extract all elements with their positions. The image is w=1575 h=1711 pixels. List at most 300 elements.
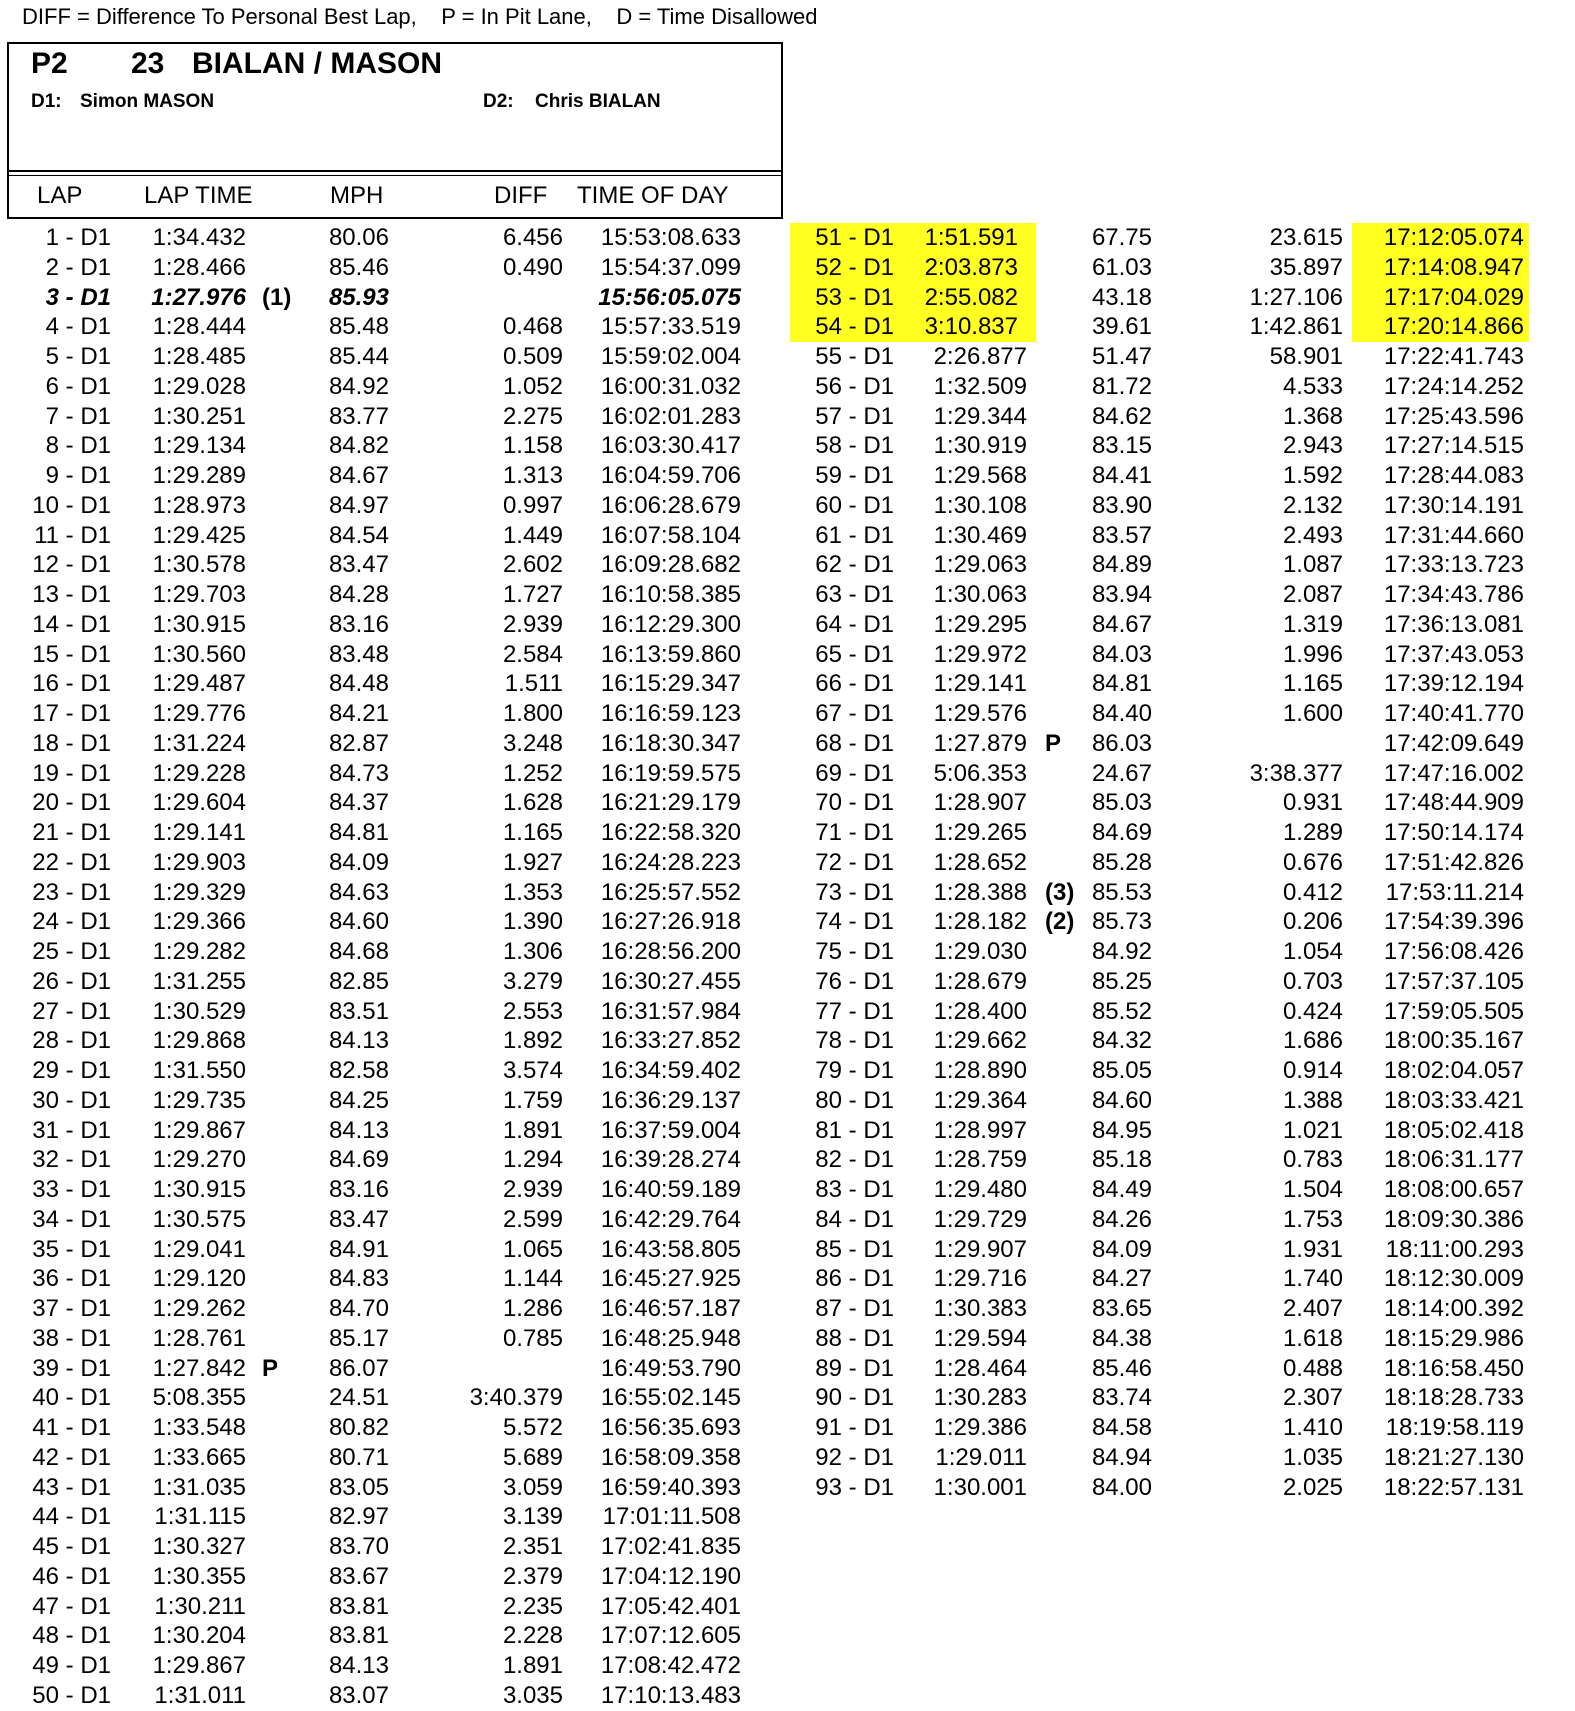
lap-time-of-day: 16:46:57.187: [600, 1295, 741, 1322]
lap-number: 61 - D1: [815, 521, 894, 549]
lap-time-of-day: 16:12:29.300: [600, 610, 741, 638]
lap-diff: 1.618: [1282, 1324, 1343, 1352]
lap-time-of-day: 16:07:58.104: [600, 521, 741, 549]
lap-diff: 6.456: [502, 224, 563, 251]
lap-number: 47 - D1: [32, 1592, 111, 1620]
car-header-box: [7, 42, 783, 219]
lap-mph: 85.46: [328, 253, 389, 281]
lap-mph: 61.03: [1091, 253, 1152, 281]
lap-time-of-day: 18:21:27.130: [1383, 1443, 1524, 1471]
header-divider-thin: [9, 175, 781, 176]
lap-time: 1:28.182: [933, 908, 1027, 936]
lap-number: 23 - D1: [32, 878, 111, 906]
lap-time-of-day: 16:36:29.137: [600, 1086, 741, 1114]
lap-time-of-day: 16:49:53.790: [600, 1354, 741, 1382]
lap-mph: 84.32: [1091, 1027, 1152, 1055]
lap-diff: 1.511: [504, 670, 563, 698]
lap-diff: 1.892: [502, 1027, 563, 1055]
lap-time-of-day: 16:55:02.145: [600, 1384, 741, 1412]
table-row: [0, 997, 790, 1027]
table-row: [0, 253, 790, 283]
lap-mph: 83.81: [328, 1622, 389, 1650]
table-row: [0, 878, 790, 908]
table-row: [0, 1592, 790, 1622]
lap-time-of-day: 16:28:56.200: [600, 938, 741, 965]
lap-time-of-day: 17:27:14.515: [1383, 432, 1524, 460]
lap-time: 1:29.120: [152, 1265, 246, 1293]
lap-time-of-day: 18:06:31.177: [1383, 1146, 1524, 1174]
lap-mph: 24.51: [328, 1384, 389, 1412]
lap-diff: 5.689: [502, 1443, 563, 1471]
lap-mph: 80.82: [328, 1414, 389, 1441]
lap-mph: 84.03: [1091, 640, 1152, 668]
table-row: [0, 610, 790, 640]
lap-time-of-day: 16:03:30.417: [600, 432, 741, 460]
lap-mph: 84.28: [328, 581, 389, 608]
lap-time-of-day: 17:51:42.826: [1383, 848, 1524, 876]
lap-diff: 1.740: [1282, 1265, 1343, 1293]
lap-number: 25 - D1: [32, 938, 111, 965]
lap-time: 1:28.388: [933, 878, 1027, 906]
lap-mph: 84.83: [328, 1265, 389, 1293]
team-name: BIALAN / MASON: [192, 47, 442, 80]
lap-time: 1:30.919: [933, 432, 1027, 460]
lap-time: 1:29.868: [152, 1027, 246, 1055]
lap-number: 14 - D1: [32, 610, 111, 638]
table-row: [790, 550, 1575, 580]
lap-time: 1:30.575: [152, 1205, 246, 1233]
lap-number: 52 - D1: [815, 253, 894, 281]
table-row: [790, 1086, 1575, 1116]
lap-number: 17 - D1: [32, 700, 111, 727]
lap-mph: 84.69: [328, 1146, 389, 1174]
table-row: [0, 1145, 790, 1175]
lap-time: 1:29.011: [935, 1443, 1027, 1471]
lap-number: 42 - D1: [32, 1443, 111, 1471]
lap-mph: 83.16: [328, 610, 389, 638]
lap-number: 10 - D1: [32, 491, 111, 519]
lap-time: 1:30.529: [152, 997, 246, 1025]
lap-time-of-day: 16:24:28.223: [600, 848, 741, 876]
lap-number: 31 - D1: [32, 1116, 111, 1144]
lap-number: 28 - D1: [32, 1027, 111, 1055]
lap-time: 1:30.001: [933, 1473, 1027, 1501]
table-row: [790, 878, 1575, 908]
lap-number: 27 - D1: [32, 997, 111, 1025]
lap-diff: 1.504: [1282, 1176, 1343, 1203]
lap-time-of-day: 15:59:02.004: [600, 343, 741, 370]
lap-time: 1:30.915: [152, 610, 246, 638]
lap-time: 1:28.400: [933, 997, 1027, 1025]
lap-diff: 1.931: [1282, 1235, 1343, 1263]
lap-mph: 82.58: [328, 1057, 389, 1084]
lap-time: 1:29.867: [152, 1652, 246, 1679]
lap-mph: 84.69: [1091, 819, 1152, 846]
lap-mph: 84.13: [328, 1652, 389, 1679]
lap-mph: 24.67: [1091, 759, 1152, 787]
table-row: [790, 848, 1575, 878]
lap-number: 87 - D1: [815, 1295, 894, 1322]
lap-number: 40 - D1: [32, 1384, 111, 1412]
lap-number: 37 - D1: [32, 1295, 111, 1322]
lap-diff: 1.592: [1282, 462, 1343, 489]
lap-time-of-day: 17:02:41.835: [600, 1533, 741, 1560]
lap-time: 1:29.329: [152, 878, 246, 906]
lap-diff: 2.307: [1282, 1384, 1343, 1412]
lap-diff: 1.158: [502, 432, 563, 460]
lap-time: 1:30.108: [933, 491, 1027, 519]
lap-diff: 0.997: [502, 491, 563, 519]
lap-diff: 1.449: [502, 521, 563, 549]
table-row: [0, 669, 790, 699]
table-row: [0, 402, 790, 432]
table-row: [0, 759, 790, 789]
lap-number: 18 - D1: [32, 729, 111, 757]
lap-time: 1:30.211: [154, 1592, 246, 1620]
table-row: [790, 1175, 1575, 1205]
lap-mph: 84.67: [1091, 610, 1152, 638]
lap-table-right: [790, 223, 1575, 1502]
lap-mph: 84.13: [328, 1116, 389, 1144]
table-row: [0, 729, 790, 759]
lap-number: 82 - D1: [815, 1146, 894, 1174]
lap-number: 24 - D1: [32, 908, 111, 936]
lap-diff: 1.294: [502, 1146, 563, 1174]
lap-time-of-day: 16:45:27.925: [600, 1265, 741, 1293]
lap-time: 1:29.344: [933, 402, 1027, 430]
lap-diff: 2.599: [502, 1205, 563, 1233]
table-row: [0, 1532, 790, 1562]
lap-time-of-day: 16:21:29.179: [600, 789, 741, 817]
lap-time: 1:29.716: [933, 1265, 1027, 1293]
lap-time-of-day: 17:04:12.190: [600, 1562, 741, 1590]
lap-diff: 35.897: [1269, 253, 1343, 281]
lap-number: 20 - D1: [32, 789, 111, 817]
lap-diff: 2.939: [502, 610, 563, 638]
lap-time-of-day: 17:31:44.660: [1383, 521, 1524, 549]
lap-diff: 1.891: [502, 1652, 563, 1679]
lap-time: 1:30.327: [152, 1533, 246, 1560]
table-row: [0, 1502, 790, 1532]
lap-mph: 84.89: [1091, 551, 1152, 579]
lap-mph: 84.67: [328, 462, 389, 489]
lap-flag: P: [262, 1354, 279, 1382]
lap-time: 1:29.289: [152, 462, 246, 489]
lap-flag: (3): [1045, 878, 1075, 906]
lap-mph: 85.25: [1091, 967, 1152, 995]
lap-time: 1:29.228: [152, 759, 246, 787]
lap-diff: 3:40.379: [469, 1384, 563, 1412]
lap-time-of-day: 16:25:57.552: [600, 878, 741, 906]
lap-diff: 1.891: [502, 1116, 563, 1144]
lap-time-of-day: 17:14:08.947: [1383, 253, 1524, 281]
lap-diff: 1.759: [502, 1086, 563, 1114]
lap-diff: 2.943: [1282, 432, 1343, 460]
lap-diff: 1.410: [1282, 1414, 1343, 1441]
lap-time: 1:30.469: [933, 521, 1027, 549]
lap-time-of-day: 17:17:04.029: [1383, 283, 1524, 311]
lap-diff: 2.602: [502, 551, 563, 579]
table-row: [0, 1681, 790, 1711]
lap-time: 1:28.890: [933, 1057, 1027, 1084]
lap-number: 22 - D1: [32, 848, 111, 876]
lap-mph: 51.47: [1091, 343, 1152, 370]
lap-mph: 84.09: [1091, 1235, 1152, 1263]
lap-diff: 3.279: [502, 967, 563, 995]
col-header-diff: DIFF: [494, 182, 548, 209]
lap-mph: 84.25: [328, 1086, 389, 1114]
lap-time-of-day: 16:10:58.385: [600, 581, 741, 608]
lap-number: 46 - D1: [32, 1562, 111, 1590]
table-row: [0, 967, 790, 997]
lap-time-of-day: 18:03:33.421: [1383, 1086, 1524, 1114]
lap-mph: 84.95: [1091, 1116, 1152, 1144]
lap-time-of-day: 17:50:14.174: [1383, 819, 1524, 846]
legend-text: DIFF = Difference To Personal Best Lap, P = In Pit Lane, D = Time Disallowed: [22, 4, 818, 29]
lap-time-of-day: 16:37:59.004: [600, 1116, 741, 1144]
lap-time-of-day: 17:33:13.723: [1383, 551, 1524, 579]
table-row: [0, 372, 790, 402]
lap-number: 44 - D1: [32, 1503, 111, 1531]
lap-mph: 84.40: [1091, 700, 1152, 727]
lap-time: 1:28.485: [152, 343, 246, 370]
lap-mph: 84.27: [1091, 1265, 1152, 1293]
table-row: [0, 1264, 790, 1294]
lap-mph: 84.09: [328, 848, 389, 876]
lap-number: 34 - D1: [32, 1205, 111, 1233]
table-row: [790, 461, 1575, 491]
lap-time-of-day: 16:31:57.984: [600, 997, 741, 1025]
lap-number: 29 - D1: [32, 1057, 111, 1084]
lap-time: 1:27.842: [152, 1354, 246, 1382]
lap-number: 30 - D1: [32, 1086, 111, 1114]
table-row: [0, 1354, 790, 1384]
lap-diff: 1.388: [1282, 1086, 1343, 1114]
table-row: [0, 1443, 790, 1473]
lap-diff: 1.800: [502, 700, 563, 727]
lap-mph: 84.54: [328, 521, 389, 549]
lap-time-of-day: 16:48:25.948: [600, 1324, 741, 1352]
lap-time-of-day: 16:34:59.402: [600, 1057, 741, 1084]
lap-time: 1:29.480: [933, 1176, 1027, 1203]
lap-number: 4 - D1: [45, 313, 111, 341]
lap-time: 1:29.282: [152, 938, 246, 965]
lap-time-of-day: 17:57:37.105: [1383, 967, 1524, 995]
lap-time: 1:27.879: [933, 729, 1027, 757]
table-row: [790, 283, 1575, 313]
table-row: [0, 1473, 790, 1503]
lap-mph: 83.47: [328, 551, 389, 579]
lap-time: 1:29.729: [933, 1205, 1027, 1233]
lap-diff: 1.628: [502, 789, 563, 817]
table-row: [0, 550, 790, 580]
lap-number: 75 - D1: [815, 938, 894, 965]
table-row: [0, 818, 790, 848]
lap-time: 1:28.973: [152, 491, 246, 519]
lap-mph: 84.13: [328, 1027, 389, 1055]
lap-time: 1:32.509: [933, 372, 1027, 400]
lap-diff: 2.553: [502, 997, 563, 1025]
lap-time: 1:33.665: [152, 1443, 246, 1471]
lap-time: 1:28.466: [152, 253, 246, 281]
lap-time: 1:30.283: [933, 1384, 1027, 1412]
table-row: [790, 1026, 1575, 1056]
lap-time: 1:29.028: [152, 372, 246, 400]
lap-number: 56 - D1: [815, 372, 894, 400]
lap-mph: 84.58: [1091, 1414, 1152, 1441]
lap-time-of-day: 17:10:13.483: [600, 1681, 741, 1709]
lap-mph: 85.05: [1091, 1057, 1152, 1084]
lap-mph: 82.87: [328, 729, 389, 757]
table-row: [790, 1264, 1575, 1294]
lap-mph: 84.92: [1091, 938, 1152, 965]
table-row: [790, 997, 1575, 1027]
lap-diff: 2.493: [1282, 521, 1343, 549]
lap-mph: 84.00: [1091, 1473, 1152, 1501]
lap-mph: 83.57: [1091, 521, 1152, 549]
table-row: [790, 907, 1575, 937]
lap-time: 1:29.041: [152, 1235, 246, 1263]
table-row: [0, 1651, 790, 1681]
lap-mph: 85.53: [1091, 878, 1152, 906]
lap-time: 1:29.903: [152, 848, 246, 876]
lap-number: 68 - D1: [815, 729, 894, 757]
lap-mph: 80.06: [328, 224, 389, 251]
lap-diff: 3.574: [502, 1057, 563, 1084]
table-row: [0, 907, 790, 937]
table-row: [0, 1086, 790, 1116]
lap-number: 89 - D1: [815, 1354, 894, 1382]
lap-diff: 1.144: [502, 1265, 563, 1293]
lap-diff: 0.206: [1282, 908, 1343, 936]
table-row: [790, 1205, 1575, 1235]
lap-mph: 83.65: [1091, 1295, 1152, 1322]
lap-time-of-day: 16:19:59.575: [600, 759, 741, 787]
lap-time-of-day: 17:37:43.053: [1383, 640, 1524, 668]
lap-table-left: [0, 223, 790, 1711]
lap-number: 38 - D1: [32, 1324, 111, 1352]
lap-number: 51 - D1: [815, 224, 894, 251]
lap-number: 49 - D1: [32, 1652, 111, 1679]
lap-number: 71 - D1: [815, 819, 894, 846]
table-row: [0, 1294, 790, 1324]
driver1-name: Simon MASON: [80, 91, 215, 112]
lap-mph: 85.18: [1091, 1146, 1152, 1174]
lap-number: 8 - D1: [45, 432, 111, 460]
lap-number: 50 - D1: [32, 1681, 111, 1709]
lap-time: 1:29.262: [152, 1295, 246, 1322]
lap-time: 1:29.134: [152, 432, 246, 460]
lap-number: 57 - D1: [815, 402, 894, 430]
lap-time: 1:29.604: [152, 789, 246, 817]
lap-time-of-day: 16:27:26.918: [600, 908, 741, 936]
lap-number: 19 - D1: [32, 759, 111, 787]
lap-time-of-day: 17:12:05.074: [1383, 224, 1524, 251]
lap-mph: 85.44: [328, 343, 389, 370]
lap-mph: 84.70: [328, 1295, 389, 1322]
lap-time: 1:31.550: [152, 1057, 246, 1084]
lap-time: 1:29.662: [933, 1027, 1027, 1055]
lap-number: 88 - D1: [815, 1324, 894, 1352]
lap-diff: 2.025: [1282, 1473, 1343, 1501]
lap-number: 77 - D1: [815, 997, 894, 1025]
lap-time: 5:06.353: [933, 759, 1027, 787]
lap-time: 1:31.115: [154, 1503, 246, 1531]
table-row: [790, 699, 1575, 729]
lap-diff: 0.412: [1282, 878, 1343, 906]
lap-diff: 23.615: [1269, 224, 1343, 251]
lap-time: 1:29.568: [933, 462, 1027, 489]
lap-time-of-day: 17:47:16.002: [1383, 759, 1524, 787]
lap-time-of-day: 18:00:35.167: [1383, 1027, 1524, 1055]
lap-time: 1:31.035: [152, 1473, 246, 1501]
lap-number: 16 - D1: [32, 670, 111, 698]
lap-number: 36 - D1: [32, 1265, 111, 1293]
table-row: [790, 1056, 1575, 1086]
header-divider: [9, 170, 781, 172]
lap-diff: 0.703: [1282, 967, 1343, 995]
lap-time-of-day: 16:09:28.682: [600, 551, 741, 579]
table-row: [0, 1562, 790, 1592]
lap-time: 1:29.270: [152, 1146, 246, 1174]
lap-diff: 2.275: [502, 402, 563, 430]
lap-time-of-day: 16:00:31.032: [600, 372, 741, 400]
table-row: [790, 372, 1575, 402]
lap-diff: 1:42.861: [1249, 313, 1343, 341]
lap-number: 45 - D1: [32, 1533, 111, 1560]
lap-time: 1:28.444: [152, 313, 246, 341]
lap-mph: 83.47: [328, 1205, 389, 1233]
lap-time-of-day: 17:30:14.191: [1383, 491, 1524, 519]
lap-number: 67 - D1: [815, 700, 894, 727]
lap-mph: 84.91: [328, 1235, 389, 1263]
lap-number: 55 - D1: [815, 343, 894, 370]
lap-diff: 1.286: [502, 1295, 563, 1322]
table-row: [0, 788, 790, 818]
lap-time-of-day: 17:42:09.649: [1383, 729, 1524, 757]
lap-time: 1:31.224: [152, 729, 246, 757]
lap-diff: 1.313: [502, 462, 563, 489]
table-row: [0, 431, 790, 461]
lap-time: 1:29.141: [933, 670, 1027, 698]
table-row: [0, 1205, 790, 1235]
lap-diff: 4.533: [1282, 372, 1343, 400]
table-row: [790, 521, 1575, 551]
lap-time-of-day: 18:14:00.392: [1383, 1295, 1524, 1322]
lap-number: 80 - D1: [815, 1086, 894, 1114]
lap-time: 1:29.295: [933, 610, 1027, 638]
lap-diff: 0.424: [1282, 997, 1343, 1025]
lap-mph: 84.62: [1091, 402, 1152, 430]
lap-diff: 1.252: [502, 759, 563, 787]
lap-time-of-day: 16:13:59.860: [600, 640, 741, 668]
table-row: [0, 1621, 790, 1651]
lap-number: 26 - D1: [32, 967, 111, 995]
lap-number: 72 - D1: [815, 848, 894, 876]
lap-number: 60 - D1: [815, 491, 894, 519]
lap-time: 1:28.759: [933, 1146, 1027, 1174]
lap-time: 1:29.141: [152, 819, 246, 846]
lap-number: 79 - D1: [815, 1057, 894, 1084]
lap-time-of-day: 17:40:41.770: [1383, 700, 1524, 727]
table-row: [790, 1145, 1575, 1175]
lap-number: 54 - D1: [815, 313, 894, 341]
lap-number: 58 - D1: [815, 432, 894, 460]
lap-diff: 0.783: [1282, 1146, 1343, 1174]
lap-mph: 84.38: [1091, 1324, 1152, 1352]
lap-diff: 1.035: [1282, 1443, 1343, 1471]
lap-time: 1:30.915: [152, 1176, 246, 1203]
